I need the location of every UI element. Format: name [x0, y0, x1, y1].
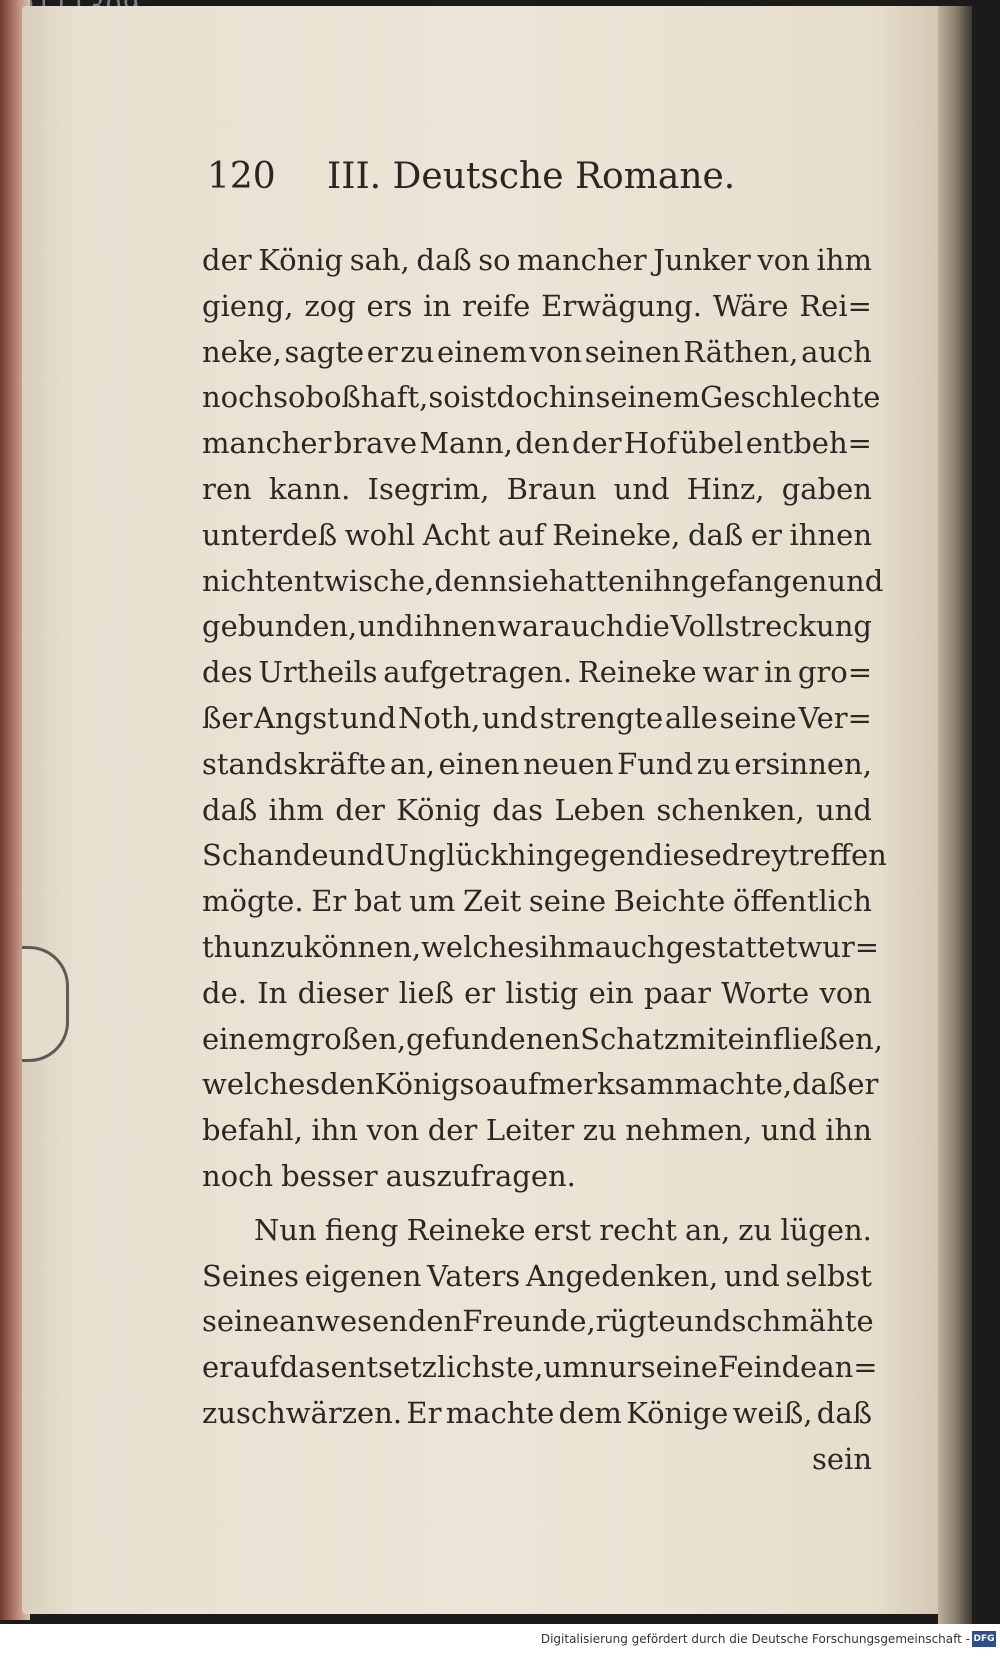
digitization-footer	[0, 1624, 1000, 1656]
text-line: welches den König so aufmerksam machte, daß er	[202, 1067, 879, 1102]
running-title: III. Deutsche Romane.	[327, 156, 736, 197]
running-header	[207, 156, 767, 216]
paragraph-gap	[202, 1200, 872, 1208]
text-line: neke, sagte er zu einem von seinen Räthen, auch	[202, 334, 872, 369]
funding-credit: Digitalisierung gefördert durch die Deutsche Forschungsgemeinschaft -	[540, 1632, 970, 1646]
text-line: Schande und Unglück hingegen diese drey treffen	[202, 838, 887, 873]
thumb-tab	[22, 946, 69, 1062]
text-line: befahl, ihn von der Leiter zu nehmen, und ihn	[202, 1113, 872, 1148]
text-line: der König sah, daß so mancher Junker von ihm	[202, 243, 872, 277]
text-line: ren kann. Isegrim, Braun und Hinz, gaben	[202, 471, 872, 506]
text-line: gebunden, und ihnen war auch die Vollstreckung	[202, 609, 872, 644]
text-line: er auf das entsetzlichste, um nur seine Feinde an=	[202, 1350, 878, 1385]
text-line: unterdeß wohl Acht auf Reineke, daß er ihnen	[202, 517, 872, 552]
dfg-logo: DFG	[972, 1631, 996, 1647]
page-fore-edge	[938, 6, 972, 1626]
text-line: mögte. Er bat um Zeit seine Beichte öffentlich	[202, 884, 872, 919]
text-line: gieng, zog ers in reife Erwägung. Wäre Rei=	[202, 288, 872, 323]
text-line: noch so boßhaft, so ist doch in seinem Geschlechte	[202, 380, 881, 415]
text-line: Nun fieng Reineke erst recht an, zu lügen.	[254, 1212, 872, 1247]
page-number: 120	[207, 156, 276, 197]
catchword: sein	[812, 1441, 872, 1476]
text-line: mancher brave Mann, den der Hof übel entbeh=	[202, 426, 872, 461]
text-line: standskräfte an, einen neuen Fund zu ersinnen,	[202, 746, 872, 781]
text-line: thun zu können, welches ihm auch gestattet wur=	[202, 929, 880, 964]
text-line: ßer Angst und Noth, und strengte alle seine Ver=	[202, 700, 872, 735]
text-line: de. In dieser ließ er listig ein paar Worte von	[202, 975, 872, 1010]
text-line: seine anwesenden Freunde, rügte und schmähte	[202, 1304, 874, 1339]
text-line: nicht entwische, denn sie hatten ihn gefangen und	[202, 563, 884, 598]
text-line: zuschwärzen. Er machte dem Könige weiß, daß	[202, 1395, 872, 1430]
text-line: einem großen, gefundenen Schatz mit einfließen,	[202, 1021, 883, 1056]
body-text	[202, 238, 887, 1483]
text-line: noch besser auszufragen.	[202, 1158, 576, 1193]
text-line: daß ihm der König das Leben schenken, und	[202, 792, 872, 827]
text-line: des Urtheils aufgetragen. Reineke war in gro=	[202, 655, 872, 690]
text-line: Seines eigenen Vaters Angedenken, und selbst	[202, 1258, 872, 1293]
book-page	[22, 6, 972, 1614]
